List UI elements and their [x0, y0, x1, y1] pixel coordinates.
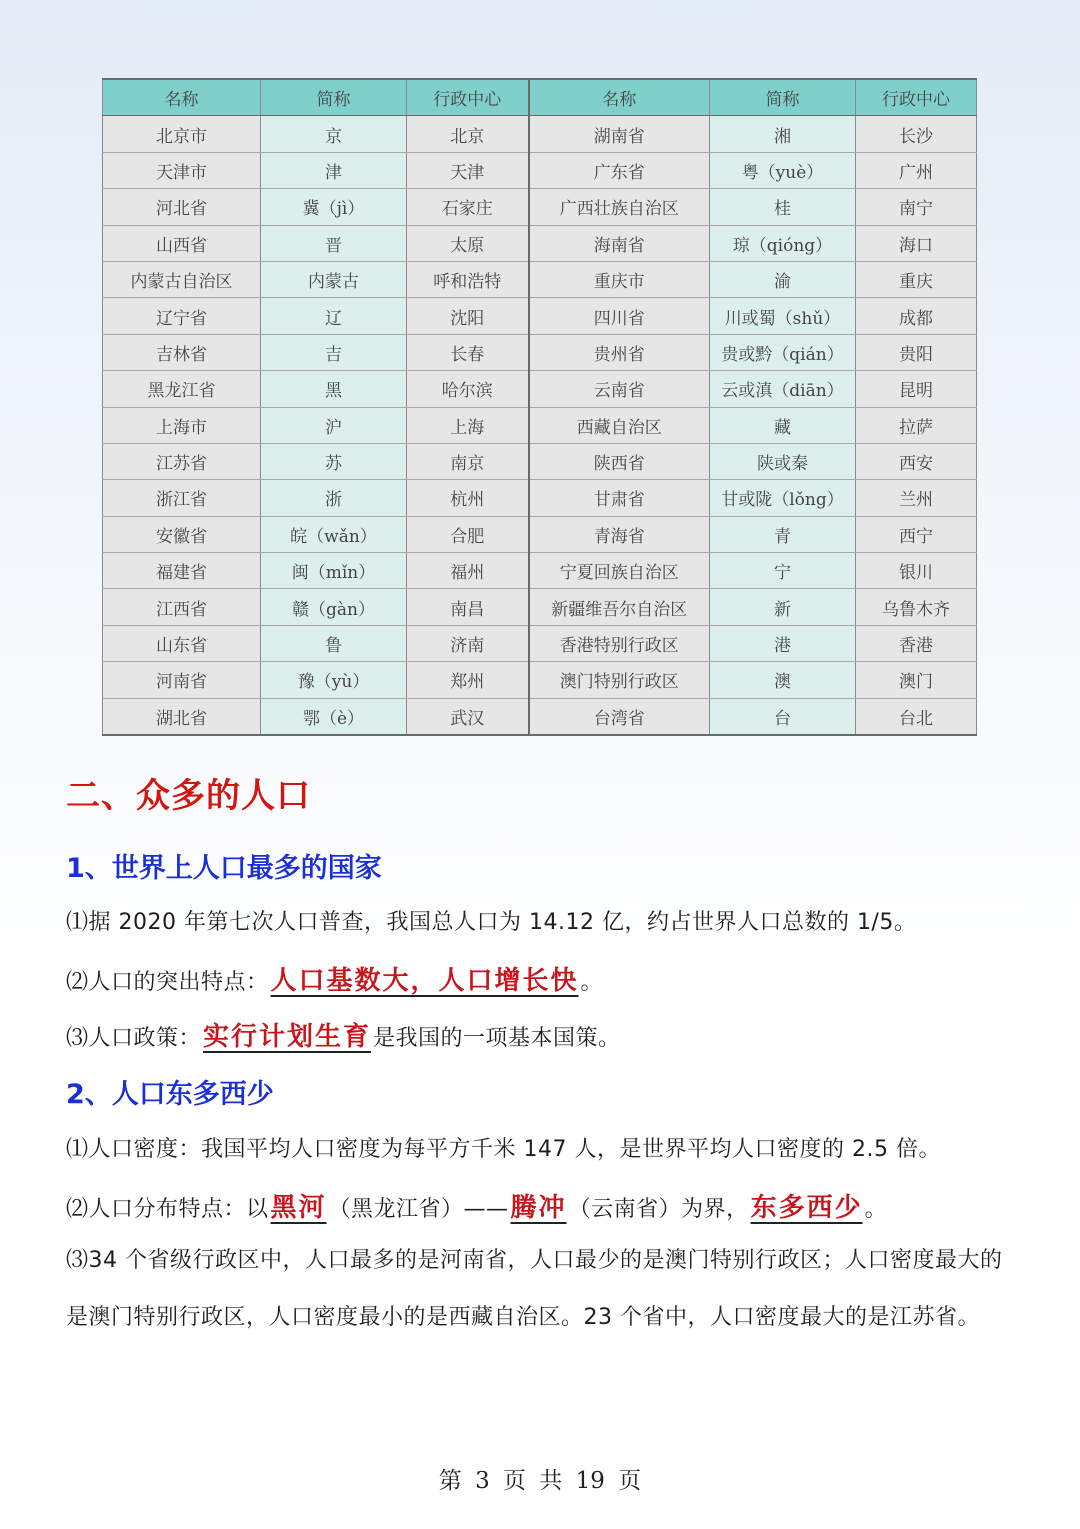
table-row — [103, 298, 977, 334]
text-prefix: ⑵人口的突出特点： — [66, 970, 269, 995]
cell-name: 浙江省 — [103, 480, 261, 516]
paragraph-population-density: ⑴人口密度：我国平均人口密度为每平方千米 147 人，是世界平均人口密度的 2.5 倍。 — [66, 1137, 941, 1162]
cell-capital: 天津 — [407, 152, 529, 188]
cell-name: 香港特别行政区 — [529, 625, 710, 661]
cell-capital: 广州 — [856, 152, 977, 188]
header-name: 名称 — [529, 79, 710, 116]
subsection-title-1: 1、世界上人口最多的国家 — [66, 853, 382, 884]
cell-name: 四川省 — [529, 298, 710, 334]
cell-abbr: 渝 — [710, 261, 856, 297]
table-row — [103, 116, 977, 152]
cell-abbr: 贵或黔（qián） — [710, 334, 856, 370]
cell-capital: 呼和浩特 — [407, 261, 529, 297]
header-name: 名称 — [103, 79, 261, 116]
cell-capital: 南宁 — [856, 189, 977, 225]
header-capital: 行政中心 — [407, 79, 529, 116]
cell-name: 陕西省 — [529, 443, 710, 479]
table-row — [103, 407, 977, 443]
cell-abbr: 闽（mǐn） — [261, 553, 407, 589]
cell-abbr: 鄂（è） — [261, 698, 407, 735]
text-suffix: 。 — [580, 970, 604, 995]
cell-name: 澳门特别行政区 — [529, 662, 710, 698]
cell-name: 天津市 — [103, 152, 261, 188]
cell-capital: 海口 — [856, 225, 977, 261]
cell-name: 上海市 — [103, 407, 261, 443]
cell-name: 云南省 — [529, 371, 710, 407]
paragraph-population-feature — [66, 960, 1018, 997]
cell-abbr: 青 — [710, 516, 856, 552]
table-body — [103, 116, 977, 735]
cell-name: 贵州省 — [529, 334, 710, 370]
cell-name: 台湾省 — [529, 698, 710, 735]
cell-name: 河北省 — [103, 189, 261, 225]
table-row — [103, 698, 977, 735]
cell-abbr: 沪 — [261, 407, 407, 443]
section-title: 二、众多的人口 — [66, 776, 311, 816]
cell-name: 广东省 — [529, 152, 710, 188]
cell-name: 北京市 — [103, 116, 261, 152]
cell-abbr: 皖（wǎn） — [261, 516, 407, 552]
header-abbr: 简称 — [261, 79, 407, 116]
cell-name: 辽宁省 — [103, 298, 261, 334]
key-phrase: 人口基数大，人口增长快 — [270, 966, 579, 996]
text-suffix: 。 — [864, 1197, 888, 1222]
cell-capital: 太原 — [407, 225, 529, 261]
table-row — [103, 152, 977, 188]
cell-name: 江西省 — [103, 589, 261, 625]
cell-capital: 贵阳 — [856, 334, 977, 370]
cell-abbr: 晋 — [261, 225, 407, 261]
cell-capital: 郑州 — [407, 662, 529, 698]
cell-abbr: 宁 — [710, 553, 856, 589]
cell-capital: 石家庄 — [407, 189, 529, 225]
cell-name: 西藏自治区 — [529, 407, 710, 443]
cell-abbr: 辽 — [261, 298, 407, 334]
table-row — [103, 443, 977, 479]
cell-capital: 武汉 — [407, 698, 529, 735]
cell-abbr: 内蒙古 — [261, 261, 407, 297]
table-row — [103, 662, 977, 698]
cell-capital: 成都 — [856, 298, 977, 334]
key-tengchong: 腾冲 — [510, 1193, 567, 1223]
cell-abbr: 冀（jì） — [261, 189, 407, 225]
cell-name: 吉林省 — [103, 334, 261, 370]
cell-name: 山西省 — [103, 225, 261, 261]
cell-abbr: 台 — [710, 698, 856, 735]
cell-name: 湖北省 — [103, 698, 261, 735]
table-row — [103, 225, 977, 261]
cell-capital: 重庆 — [856, 261, 977, 297]
cell-capital: 澳门 — [856, 662, 977, 698]
cell-capital: 长沙 — [856, 116, 977, 152]
cell-capital: 拉萨 — [856, 407, 977, 443]
cell-name: 广西壮族自治区 — [529, 189, 710, 225]
cell-capital: 台北 — [856, 698, 977, 735]
province-table-container — [102, 78, 976, 736]
text-middle: （云南省）为界， — [568, 1197, 749, 1222]
paragraph-population-policy — [66, 1016, 1018, 1053]
cell-abbr: 港 — [710, 625, 856, 661]
cell-capital: 南昌 — [407, 589, 529, 625]
key-east-more-west-less: 东多西少 — [750, 1193, 863, 1223]
cell-abbr: 桂 — [710, 189, 856, 225]
cell-capital: 银川 — [856, 553, 977, 589]
table-row — [103, 371, 977, 407]
cell-abbr: 陕或秦 — [710, 443, 856, 479]
table-row — [103, 589, 977, 625]
cell-capital: 沈阳 — [407, 298, 529, 334]
cell-name: 黑龙江省 — [103, 371, 261, 407]
cell-abbr: 藏 — [710, 407, 856, 443]
cell-capital: 哈尔滨 — [407, 371, 529, 407]
cell-abbr: 吉 — [261, 334, 407, 370]
cell-abbr: 京 — [261, 116, 407, 152]
cell-name: 福建省 — [103, 553, 261, 589]
cell-capital: 香港 — [856, 625, 977, 661]
cell-name: 宁夏回族自治区 — [529, 553, 710, 589]
subsection-title-2: 2、人口东多西少 — [66, 1079, 274, 1110]
paragraph-population-distribution — [66, 1187, 1018, 1224]
paragraph-population-total: ⑴据 2020 年第七次人口普查，我国总人口为 14.12 亿，约占世界人口总数的 1/5。 — [66, 910, 917, 935]
cell-capital: 上海 — [407, 407, 529, 443]
cell-abbr: 豫（yù） — [261, 662, 407, 698]
header-abbr: 简称 — [710, 79, 856, 116]
cell-capital: 合肥 — [407, 516, 529, 552]
paragraph-provincial-ranking: ⑶34 个省级行政区中，人口最多的是河南省，人口最少的是澳门特别行政区；人口密度最大的是澳门特别行政区，人口密度最小的是西藏自治区。23 个省中，人口密度最大的是江苏省。 — [66, 1248, 1003, 1330]
table-row — [103, 480, 977, 516]
cell-name: 新疆维吾尔自治区 — [529, 589, 710, 625]
cell-capital: 西宁 — [856, 516, 977, 552]
cell-capital: 西安 — [856, 443, 977, 479]
table-row — [103, 261, 977, 297]
cell-capital: 乌鲁木齐 — [856, 589, 977, 625]
cell-name: 重庆市 — [529, 261, 710, 297]
table-row — [103, 189, 977, 225]
cell-name: 内蒙古自治区 — [103, 261, 261, 297]
cell-capital: 长春 — [407, 334, 529, 370]
text-middle: （黑龙江省）—— — [328, 1197, 509, 1222]
cell-abbr: 甘或陇（lǒng） — [710, 480, 856, 516]
cell-name: 安徽省 — [103, 516, 261, 552]
page-footer: 第 3 页 共 19 页 — [438, 1468, 642, 1494]
text-prefix: ⑶人口政策： — [66, 1026, 202, 1051]
table-row — [103, 334, 977, 370]
text-suffix: 是我国的一项基本国策。 — [373, 1026, 621, 1051]
cell-abbr: 黑 — [261, 371, 407, 407]
cell-abbr: 新 — [710, 589, 856, 625]
text-prefix: ⑵人口分布特点：以 — [66, 1197, 269, 1222]
table-row — [103, 625, 977, 661]
cell-name: 河南省 — [103, 662, 261, 698]
key-phrase: 实行计划生育 — [203, 1022, 372, 1052]
cell-abbr: 湘 — [710, 116, 856, 152]
cell-name: 甘肃省 — [529, 480, 710, 516]
cell-abbr: 浙 — [261, 480, 407, 516]
cell-abbr: 鲁 — [261, 625, 407, 661]
cell-abbr: 云或滇（diān） — [710, 371, 856, 407]
table-header-row — [103, 79, 977, 116]
cell-name: 海南省 — [529, 225, 710, 261]
cell-name: 山东省 — [103, 625, 261, 661]
cell-abbr: 川或蜀（shǔ） — [710, 298, 856, 334]
key-heihe: 黑河 — [270, 1193, 327, 1223]
cell-abbr: 赣（gàn） — [261, 589, 407, 625]
cell-abbr: 粤（yuè） — [710, 152, 856, 188]
cell-name: 江苏省 — [103, 443, 261, 479]
cell-abbr: 津 — [261, 152, 407, 188]
province-table — [102, 78, 977, 736]
cell-name: 青海省 — [529, 516, 710, 552]
cell-capital: 北京 — [407, 116, 529, 152]
cell-capital: 兰州 — [856, 480, 977, 516]
cell-capital: 福州 — [407, 553, 529, 589]
cell-name: 湖南省 — [529, 116, 710, 152]
header-capital: 行政中心 — [856, 79, 977, 116]
cell-capital: 杭州 — [407, 480, 529, 516]
cell-abbr: 澳 — [710, 662, 856, 698]
cell-capital: 南京 — [407, 443, 529, 479]
cell-capital: 济南 — [407, 625, 529, 661]
cell-abbr: 琼（qióng） — [710, 225, 856, 261]
cell-capital: 昆明 — [856, 371, 977, 407]
table-row — [103, 516, 977, 552]
table-row — [103, 553, 977, 589]
cell-abbr: 苏 — [261, 443, 407, 479]
